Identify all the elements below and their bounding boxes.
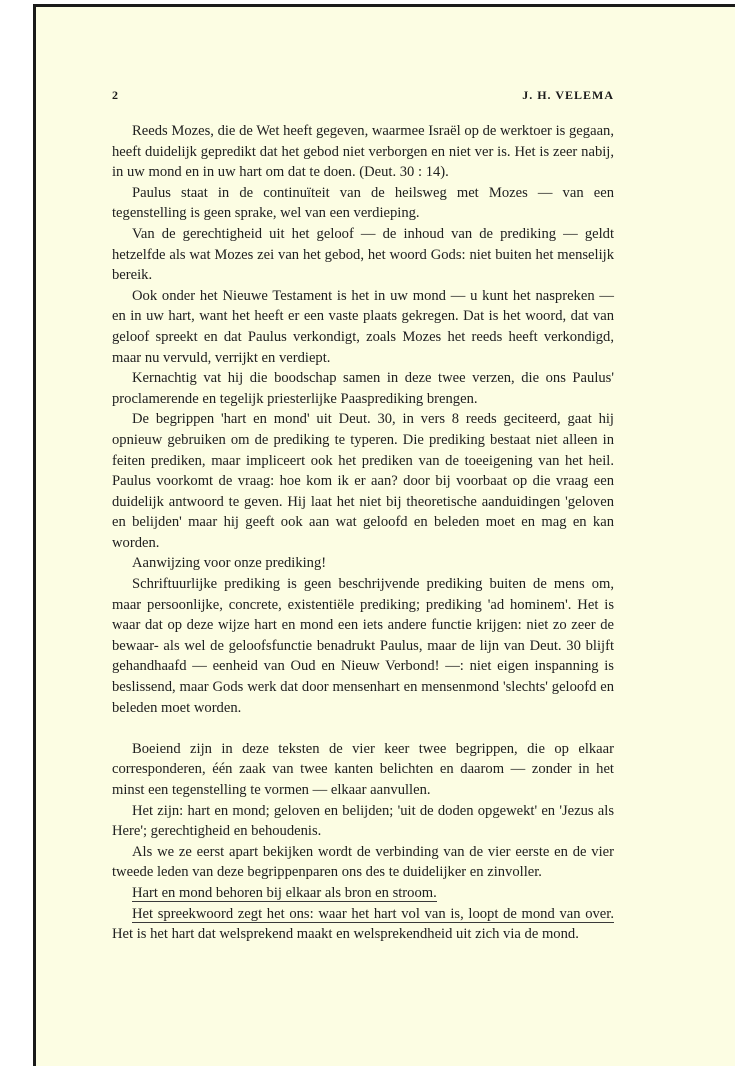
paragraph: Het zijn: hart en mond; geloven en belijden; 'uit de doden opgewekt' en 'Jezus als Here'; gerechtigheid en behoudenis. <box>112 802 614 840</box>
paragraph: De begrippen 'hart en mond' uit Deut. 30, in vers 8 reeds geciteerd, gaat hij opnieuw gebruiken om de prediking te typeren. Die prediking bestaat niet alleen in feiten prediken, maar impliceert ook het prediken van de toeeigening van het heil. Paulus voorkomt de vraag: hoe kom ik er aan? door bij voorbaat op die vraag een duidelijk antwoord te geven. Hij laat het niet bij theoretische aanduidingen 'geloven en belijden' maar hij geeft ook aan wat geloofd en beleden moet en mag en kan worden. <box>112 411 614 551</box>
paragraph: Schriftuurlijke prediking is geen beschrijvende prediking buiten de mens om, maar persoonlijke, concrete, existentiële prediking; prediking 'ad hominem'. Het is waar dat op deze wijze hart en mond een iets andere functie krijgen: niet zo zeer de bewaar- als wel de geloofsfunctie benadrukt Paulus, maar de lijn van Deut. 30 blijft gehandhaafd — eenheid van Oud en Nieuw Verbond! —: niet eigen inspanning is beslissend, maar Gods werk dat door mensenhart en mensenmond 'slechts' geloofd en beleden moet worden. <box>112 576 614 716</box>
paragraph: Als we ze eerst apart bekijken wordt de verbinding van de vier eerste en de vier tweede leden van deze begrippenparen ons des te duidelijker en zinvoller. <box>112 843 614 881</box>
paragraph: Ook onder het Nieuwe Testament is het in uw mond — u kunt het naspreken — en in uw hart, want het heeft er een vaste plaats gekregen. Dat is het woord, dat van geloof spreekt en dat Paulus verkondigt, zoals Mozes het reeds heeft verkondigd, maar nu vervuld, verrijkt en verdiept. <box>112 287 614 366</box>
paragraph: Paulus staat in de continuïteit van de heilsweg met Mozes — van een tegenstelling is geen sprake, wel van een verdieping. <box>112 184 614 222</box>
paragraph: Van de gerechtigheid uit het geloof — de inhoud van de prediking — geldt hetzelfde als wat Mozes zei van het gebod, het woord Gods: niet buiten het menselijk bereik. <box>112 225 614 284</box>
body-text <box>112 121 614 945</box>
last-paragraph <box>112 904 614 945</box>
proverb-continuation: Het is het hart dat welsprekend maakt en welsprekendheid uit zich via de mond. <box>112 926 579 943</box>
page-number: 2 <box>112 88 119 102</box>
paragraph: Aanwijzing voor onze prediking! <box>132 555 327 572</box>
paragraph: Kernachtig vat hij die boodschap samen in deze twee verzen, die ons Paulus' proclamerende en tegelijk priesterlijke Paasprediking brengen. <box>112 370 614 407</box>
paragraph: Boeiend zijn in deze teksten de vier keer twee begrippen, die op elkaar corresponderen, één zaak van twee kanten belichten en daarom — zonder in het minst een tegenstelling te vormen — elkaar aanvullen. <box>112 740 614 798</box>
paragraph: Reeds Mozes, die de Wet heeft gegeven, waarmee Israël op de werktoer is gegaan, heeft duidelijk gepredikt dat het gebod niet verborgen en niet ver is. Het is zeer nabij, in uw mond en in uw hart om dat te doen. (Deut. 30 : 14). <box>112 123 614 181</box>
underlined-sentence: Hart en mond behoren bij elkaar als bron en stroom. <box>132 884 437 901</box>
underlined-proverb: Het spreekwoord zegt het ons: waar het hart vol van is, loopt de mond van over. <box>132 905 614 922</box>
running-head-author: J. H. VELEMA <box>522 88 614 102</box>
underlined-paragraph <box>112 883 614 904</box>
